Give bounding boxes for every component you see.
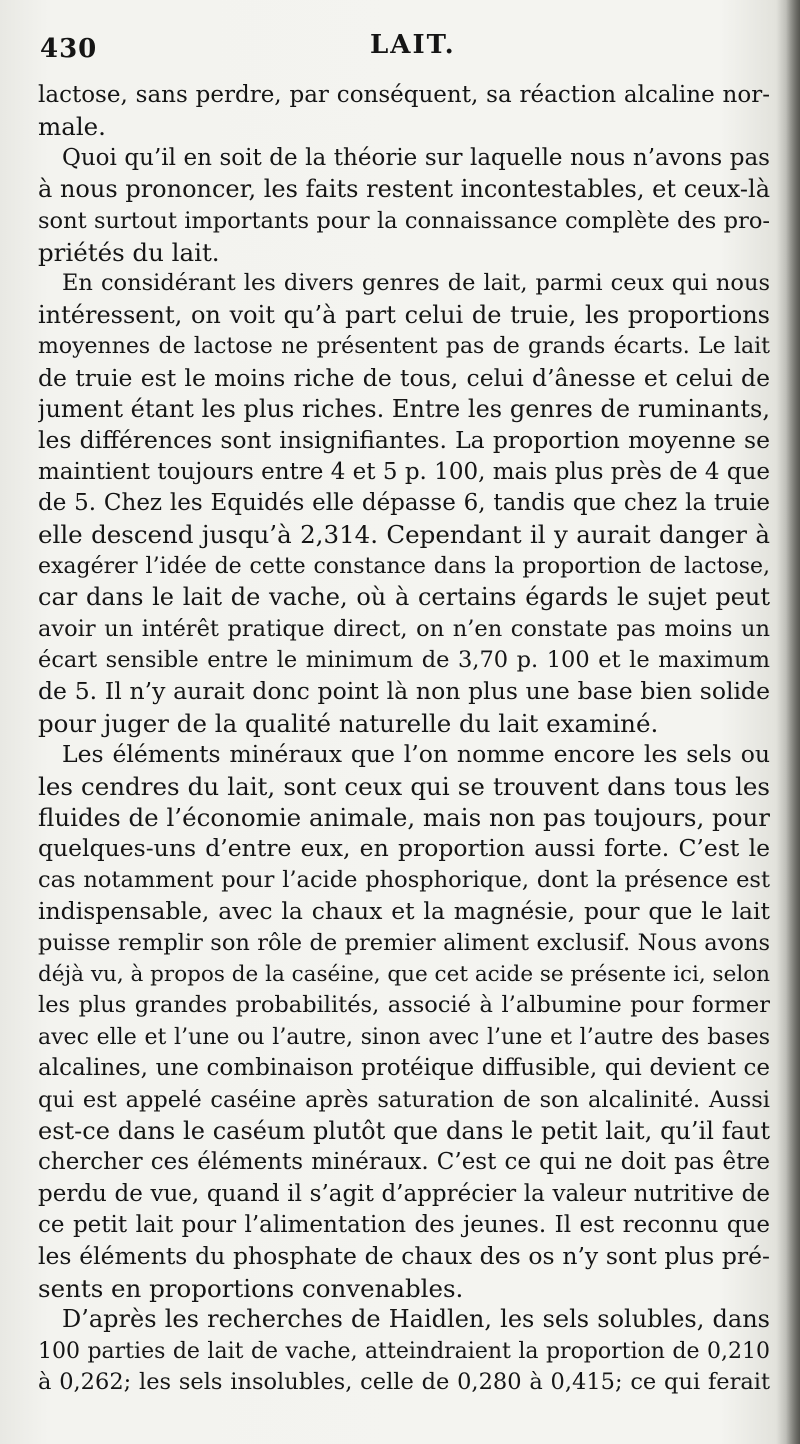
text-line: de 5. Chez les Equidés elle dépasse 6, tandis que chez la truie <box>38 490 770 517</box>
text-line: les différences sont insignifiantes. La proportion moyenne se <box>38 426 770 455</box>
text-line: jument étant les plus riches. Entre les genres de ruminants, <box>38 394 770 423</box>
text-line: car dans le lait de vache, où à certains égards le sujet peut <box>38 583 770 612</box>
text-line: alcalines, une combinaison protéique diffusible, qui devient ce <box>38 1055 770 1082</box>
text-line: avec elle et l’une ou l’autre, sinon avec l’une et l’autre des bases <box>38 1024 770 1050</box>
text-line: perdu de vue, quand il s’agit d’apprécier la valeur nutritive de <box>38 1180 770 1207</box>
text-line: de truie est le moins riche de tous, celui d’ânesse et celui de <box>38 363 770 392</box>
text-line: puisse remplir son rôle de premier aliment exclusif. Nous avons <box>38 929 770 956</box>
text-line: à nous prononcer, les faits restent incontestables, et ceux-là <box>38 175 770 204</box>
text-line: male. <box>38 112 106 142</box>
text-line: Les éléments minéraux que l’on nomme encore les sels ou <box>62 740 770 769</box>
text-line: intéressent, on voit qu’à part celui de truie, les proportions <box>38 300 770 329</box>
running-title: LAIT. <box>370 30 456 60</box>
text-line: à 0,262; les sels insolubles, celle de 0,280 à 0,415; ce qui ferait <box>38 1369 770 1396</box>
text-line: qui est appelé caséine après saturation de son alcalinité. Aussi <box>38 1086 770 1113</box>
text-line: pour juger de la qualité naturelle du lait examiné. <box>38 708 659 738</box>
text-line: priétés du lait. <box>38 237 220 267</box>
text-line: quelques-uns d’entre eux, en proportion aussi forte. C’est le <box>38 834 770 863</box>
text-line: sents en proportions convenables. <box>38 1273 464 1303</box>
text-line: de 5. Il n’y aurait donc point là non plus une base bien solide <box>38 677 770 706</box>
text-line: Quoi qu’il en soit de la théorie sur laquelle nous n’avons pas <box>62 144 770 171</box>
text-line: déjà vu, à propos de la caséine, que cet acide se présente ici, selon <box>38 961 770 987</box>
text-line: chercher ces éléments minéraux. C’est ce qui ne doit pas être <box>38 1149 770 1176</box>
text-line: elle descend jusqu’à 2,314. Cependant il y aurait danger à <box>38 520 770 550</box>
body-text <box>38 80 770 1398</box>
text-line: les plus grandes probabilités, associé à l’albumine pour former <box>38 992 770 1019</box>
text-line: moyennes de lactose ne présentent pas de grands écarts. Le lait <box>38 334 770 360</box>
text-line: exagérer l’idée de cette constance dans la proportion de lactose, <box>38 553 770 579</box>
text-line: avoir un intérêt pratique direct, on n’en constate pas moins un <box>38 615 770 642</box>
text-line: En considérant les divers genres de lait, parmi ceux qui nous <box>62 270 770 297</box>
text-line: ce petit lait pour l’alimentation des jeunes. Il est reconnu que <box>38 1212 770 1239</box>
text-line: écart sensible entre le minimum de 3,70 p. 100 et le maximum <box>38 647 770 674</box>
page-edge-shadow <box>786 0 800 1444</box>
text-line: lactose, sans perdre, par conséquent, sa réaction alcaline nor- <box>38 82 770 108</box>
text-line: les éléments du phosphate de chaux des os n’y sont plus pré- <box>38 1242 770 1271</box>
text-line: D’après les recherches de Haidlen, les sels solubles, dans <box>62 1305 770 1334</box>
text-line: indispensable, avec la chaux et la magnésie, pour que le lait <box>38 897 770 926</box>
text-line: les cendres du lait, sont ceux qui se trouvent dans tous les <box>38 771 770 801</box>
text-line: fluides de l’économie animale, mais non pas toujours, pour <box>38 802 770 832</box>
page-number: 430 <box>40 34 98 64</box>
text-line: 100 parties de lait de vache, atteindraient la proportion de 0,210 <box>38 1338 770 1364</box>
text-line: cas notamment pour l’acide phosphorique, dont la présence est <box>38 866 770 893</box>
text-line: est-ce dans le caséum plutôt que dans le petit lait, qu’il faut <box>38 1116 770 1145</box>
text-line: maintient toujours entre 4 et 5 p. 100, mais plus près de 4 que <box>38 458 770 485</box>
text-line: sont surtout importants pour la connaissance complète des pro- <box>38 207 770 234</box>
page-header <box>40 28 770 68</box>
